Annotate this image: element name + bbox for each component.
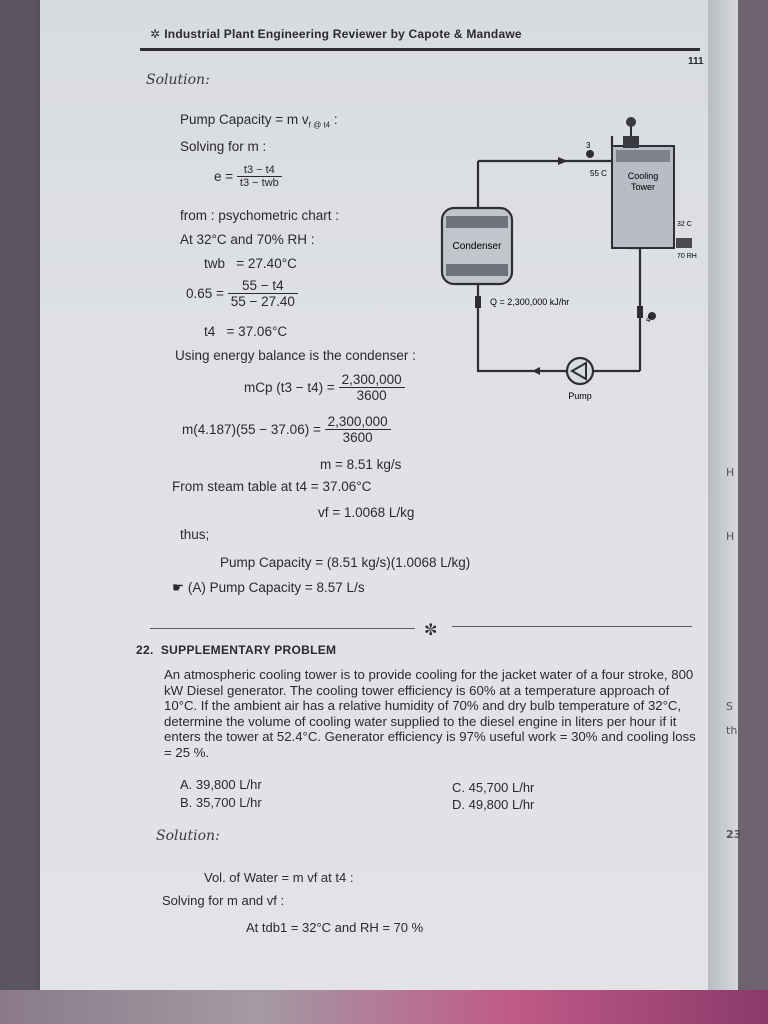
tower-label: Tower — [630, 182, 656, 192]
m-result: m = 8.51 kg/s — [320, 457, 402, 472]
mcp-equation: mCp (t3 − t4) = $\frac{2,300,000}{3600}$ — [244, 372, 405, 403]
air-inlet-icon — [676, 238, 692, 248]
solution-signature: Solution: — [156, 828, 220, 844]
next-page-fragment: S — [726, 700, 733, 713]
section-divider — [452, 626, 692, 627]
problem-heading: 22. SUPPLEMENTARY PROBLEM — [136, 643, 337, 657]
next-page-fragment: 23 — [726, 828, 742, 841]
side-rh-label: 70 RH — [677, 253, 697, 260]
solution-signature: Solution: — [146, 72, 210, 88]
tower-label: Cooling — [627, 171, 659, 181]
state-point-3-dot — [586, 150, 594, 158]
cooling-tower-fan — [616, 150, 670, 162]
cooling-system-diagram — [440, 108, 710, 408]
condenser-label: Condenser — [452, 241, 502, 252]
at-conditions-line: At 32°C and 70% RH : — [180, 232, 315, 247]
flow-arrow-icon — [558, 157, 568, 165]
t4-line: t4 = 37.06°C — [204, 324, 288, 339]
efficiency-equation: e = $\frac{t3 - t4}{\text{t3 − twb}}$ — [214, 164, 282, 189]
page-number: 111 — [688, 56, 704, 67]
vol-water-line: Vol. of Water = m vf at t4 : — [204, 870, 354, 885]
thus-label: thus; — [180, 527, 210, 542]
problem-statement: An atmospheric cooling tower is to provide cooling for the jacket water of a four stroke, 800 kW Diesel generator. The cooling tower efficiency is 60% at a temperature approach of 10°C. If the ambient air has a relative humidity of 70% and dry bulb temperature of 32°C, determine the volume of cooling water supplied to the diesel engine in liters per hour if it enters the tower at 52.4°C. Generator efficiency is 97% useful work = 30% and cooling loss = 25 %. — [164, 667, 696, 760]
pointer-icon: ☛ — [172, 580, 188, 595]
flow-indicator-icon — [475, 296, 481, 308]
t3-label: 55 C — [590, 169, 607, 178]
steam-table-line: From steam table at t4 = 37.06°C — [172, 479, 372, 494]
side-temp-label: 32 C — [677, 221, 692, 228]
asterisk-icon: ✲ — [150, 27, 161, 41]
background-fabric — [0, 990, 768, 1024]
equation-065: 0.65 = $\frac{55 - t4}{55 - 27.40}$ — [186, 278, 298, 309]
section-divider — [150, 628, 415, 629]
solving-m-vf-line: Solving for m and vf : — [162, 893, 285, 908]
choice-d: D. 49,800 L/hr — [452, 797, 535, 812]
choice-b: B. 35,700 L/hr — [180, 795, 262, 810]
pump-capacity-calc: Pump Capacity = (8.51 kg/s)(1.0068 L/kg) — [220, 555, 471, 570]
state-point-4-label: 4 — [646, 315, 651, 324]
state-point-3-label: 3 — [586, 141, 591, 150]
tower-inlet-nozzle — [623, 136, 639, 148]
energy-balance-line: Using energy balance is the condenser : — [175, 348, 416, 363]
choice-a: A. 39,800 L/hr — [180, 777, 262, 792]
from-chart-line: from : psychometric chart : — [180, 208, 340, 223]
vf-line: vf = 1.0068 L/kg — [318, 505, 415, 520]
twb-line: twb = 27.40°C — [204, 256, 297, 271]
flow-indicator-icon — [637, 306, 643, 318]
running-header: ✲ Industrial Plant Engineering Reviewer by Capote & Mandawe — [150, 27, 522, 41]
header-rule — [140, 48, 700, 51]
pump-capacity-formula: Pump Capacity = m $v_{f @ t4}$ : — [180, 112, 338, 130]
next-page-fragment: H — [726, 466, 735, 479]
m-4187-equation: m(4.187)(55 − 37.06) = $\frac{2,300,000}{3600}$ — [182, 414, 391, 445]
flow-arrow-icon — [532, 367, 540, 375]
background-left — [0, 0, 40, 1024]
divider-ornament-icon: ✼ — [424, 622, 438, 639]
next-page-fragment: th — [726, 724, 738, 737]
answer-line: ☛ (A) Pump Capacity = 8.57 L/s — [172, 580, 365, 595]
next-page-edge — [708, 0, 742, 990]
tower-top-nozzle — [626, 117, 636, 127]
pump-label: Pump — [568, 391, 592, 401]
at-tdb-line: At tdb1 = 32°C and RH = 70 % — [246, 920, 424, 935]
next-page-fragment: H — [726, 530, 735, 543]
heat-rate-label: Q = 2,300,000 kJ/hr — [490, 297, 570, 307]
choice-c: C. 45,700 L/hr — [452, 780, 535, 795]
solving-for-m: Solving for m : — [180, 139, 267, 154]
